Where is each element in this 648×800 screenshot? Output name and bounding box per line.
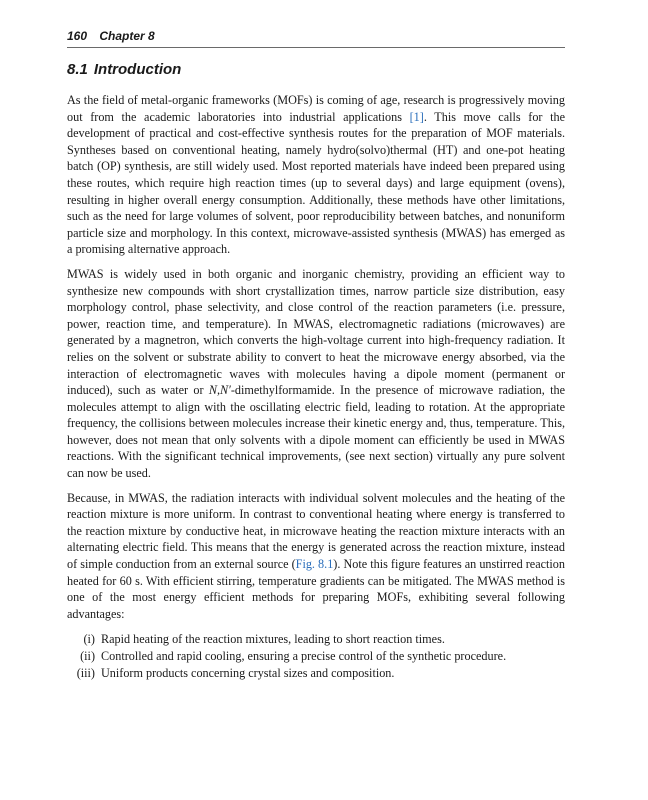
section-heading xyxy=(67,60,565,80)
list-marker: (i) xyxy=(83,632,95,647)
list-marker: (ii) xyxy=(80,649,95,663)
paragraph-1-text-a: As the field of metal-organic frameworks (MOFs) is coming of age, research is progressively moving out from the academic laboratories into industrial applications xyxy=(67,93,565,124)
advantages-list xyxy=(67,631,565,681)
paragraph-3-text-b: ). Note this figure features an unstirred reaction heated for 60 s. With efficient stirring, temperature gradients can be mitigated. The MWAS method is one of the most energy efficient methods for preparing MOFs, exhibiting several following advantages: xyxy=(67,557,565,621)
paragraph-3 xyxy=(67,490,565,623)
paragraph-2-text-b: -dimethylformamide. In the presence of microwave radiation, the molecules attempt to align with the oscillating electric field, leading to rotation. At the appropriate frequency, the collisions between molecules increase their kinetic energy and, thus, temperature. This, however, does not mean that only solvents with a dipole moment can efficiently be used in MWAS reactions. With the significant technical improvements, (see next section) virtually any pure solvent can now be used. xyxy=(67,383,565,481)
paragraph-1-text-b: . This move calls for the development of practical and cost-effective synthesis routes for the preparation of MOF materials. Syntheses based on conventional heating, namely hydro(solvo)thermal (HT) and one-pot heating batch (OP) synthesis, are still widely used. Most reported materials have indeed been prepared using these routes, which require high reaction times (up to several days) and large equipment (ovens), resulting in higher overall energy consumption. Additionally, these methods have other limitations, such as the need for large volumes of solvent, poor reproducibility between batches, and nonuniform particle size and morphology. In this context, microwave-assisted synthesis (MWAS) has emerged as a promising alternative approach. xyxy=(67,109,565,257)
chapter-label: Chapter 8 xyxy=(99,29,155,43)
page-number: 160 xyxy=(67,29,88,43)
page xyxy=(67,27,565,681)
paragraph-2-text-a: MWAS is widely used in both organic and inorganic chemistry, providing an efficient way to synthesize new compounds with short crystallization times, narrow particle size distribution, easy morphology control, phase selectivity, and close control of the reaction parameters (i.e. pressure, power, reaction time, and temperature). In MWAS, electromagnetic radiations (microwaves) are generated by a magnetron, which converts the high-voltage current into high-frequency radiation. It relies on the solvent or substrate ability to convert to heat the microwave energy absorbed, via the interaction of electromagnetic waves with molecules having a dipole moment (permanent or induced), such as water or xyxy=(67,266,565,398)
citation-link-1[interactable]: [1] xyxy=(409,109,424,124)
list-item-text: Rapid heating of the reaction mixtures, leading to short reaction times. xyxy=(101,632,445,647)
list-item-text: Uniform products concerning crystal sizes and composition. xyxy=(101,665,395,680)
paragraph-3-text-a: Because, in MWAS, the radiation interacts with individual solvent molecules and the heating of the reaction mixture is more uniform. In contrast to conventional heating where energy is transferred to the reaction mixture by conductive heat, in microwave heating the reaction mixture interacts with an alternating electric field. This means that the energy is generated across the reaction mixture, instead of simple conduction from an external source ( xyxy=(67,490,565,572)
paragraph-1 xyxy=(67,92,565,258)
list-item-text: Controlled and rapid cooling, ensuring a precise control of the synthetic procedure. xyxy=(101,649,507,663)
section-title: Introduction xyxy=(93,61,182,78)
list-item xyxy=(67,631,565,648)
list-item xyxy=(67,648,565,665)
paragraph-2-italic-term: N,N′ xyxy=(208,383,231,398)
list-marker: (iii) xyxy=(76,665,95,680)
section-number: 8.1 xyxy=(67,61,88,78)
figure-link-8-1[interactable]: Fig. 8.1 xyxy=(295,557,334,572)
running-head xyxy=(67,27,565,48)
list-item xyxy=(67,665,565,682)
paragraph-2 xyxy=(67,266,565,482)
